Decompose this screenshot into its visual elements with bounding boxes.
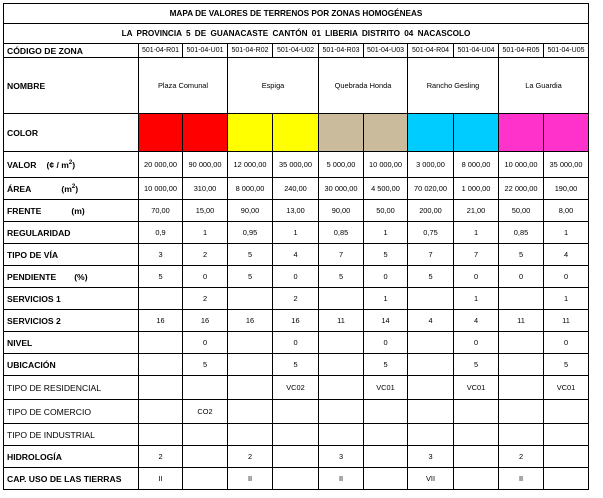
hidrologia-cell: 2 — [499, 446, 544, 468]
servicios2-cell: 16 — [139, 310, 183, 332]
frente-cell: 90,00 — [228, 200, 273, 222]
cap-uso-cell — [454, 468, 499, 490]
area-label: ÁREA — [7, 183, 32, 194]
industrial-cell — [408, 424, 454, 446]
industrial-cell — [319, 424, 364, 446]
area-unit: $(m^2)$ — [61, 183, 79, 194]
servicios2-cell: 16 — [228, 310, 273, 332]
tipo-via-cell: 3 — [139, 244, 183, 266]
hidrologia-cell: 3 — [408, 446, 454, 468]
ubicacion-cell — [408, 354, 454, 376]
residencial-cell: VC02 — [273, 376, 319, 400]
pendiente-cell: 5 — [408, 266, 454, 288]
tipo-via-cell: 5 — [364, 244, 408, 266]
zone-name: La Guardia — [499, 58, 589, 114]
row-label-tipo-comercio: TIPO DE COMERCIO — [4, 400, 139, 424]
row-label-ubicacion: UBICACIÓN — [4, 354, 139, 376]
cap-uso-cell — [364, 468, 408, 490]
row-codigo — [4, 44, 589, 58]
regularidad-cell: 0,85 — [319, 222, 364, 244]
comercio-cell — [364, 400, 408, 424]
residencial-cell — [319, 376, 364, 400]
zone-code: 501-04-U02 — [273, 44, 319, 58]
industrial-cell — [183, 424, 228, 446]
regularidad-cell: 1 — [454, 222, 499, 244]
row-servicios2 — [4, 310, 589, 332]
area-cell: 10 000,00 — [139, 178, 183, 200]
row-label-servicios2: SERVICIOS 2 — [4, 310, 139, 332]
cap-uso-cell — [544, 468, 589, 490]
zone-color-swatch — [319, 114, 364, 152]
pendiente-cell: 5 — [139, 266, 183, 288]
industrial-cell — [544, 424, 589, 446]
servicios1-cell: 1 — [544, 288, 589, 310]
cap-uso-cell — [183, 468, 228, 490]
tipo-via-cell: 5 — [228, 244, 273, 266]
row-label-servicios1: SERVICIOS 1 — [4, 288, 139, 310]
frente-cell: 15,00 — [183, 200, 228, 222]
servicios1-cell: 1 — [454, 288, 499, 310]
zone-code: 501-04-R01 — [139, 44, 183, 58]
zone-code: 501-04-U01 — [183, 44, 228, 58]
zone-code: 501-04-U04 — [454, 44, 499, 58]
industrial-cell — [454, 424, 499, 446]
hidrologia-cell — [454, 446, 499, 468]
ubicacion-cell: 5 — [454, 354, 499, 376]
servicios1-cell: 1 — [364, 288, 408, 310]
valor-unit-text: (¢ / m — [46, 159, 69, 170]
nivel-cell — [499, 332, 544, 354]
area-cell: 310,00 — [183, 178, 228, 200]
industrial-cell — [228, 424, 273, 446]
servicios1-cell — [139, 288, 183, 310]
pendiente-cell: 0 — [183, 266, 228, 288]
zone-color-swatch — [544, 114, 589, 152]
pendiente-unit: (%) — [74, 271, 88, 282]
comercio-cell — [319, 400, 364, 424]
frente-cell: 200,00 — [408, 200, 454, 222]
servicios1-cell: 2 — [273, 288, 319, 310]
area-unit-exponent: 2 — [71, 183, 76, 190]
servicios2-cell: 16 — [273, 310, 319, 332]
frente-cell: 90,00 — [319, 200, 364, 222]
area-unit-text: (m — [61, 183, 72, 194]
hidrologia-cell — [544, 446, 589, 468]
row-label-tipo-residencial: TIPO DE RESIDENCIAL — [4, 376, 139, 400]
row-label-tipo-industrial: TIPO DE INDUSTRIAL — [4, 424, 139, 446]
ubicacion-cell: 5 — [183, 354, 228, 376]
ubicacion-cell: 5 — [273, 354, 319, 376]
zone-color-swatch — [499, 114, 544, 152]
row-valor — [4, 152, 589, 178]
table-subtitle: LA PROVINCIA 5 DE GUANACASTE CANTÓN 01 LIBERIA DISTRITO 04 NACASCOLO — [4, 24, 589, 44]
table-title: MAPA DE VALORES DE TERRENOS POR ZONAS HOMOGÉNEAS — [4, 4, 589, 24]
nivel-cell — [228, 332, 273, 354]
row-servicios1 — [4, 288, 589, 310]
servicios2-cell: 4 — [454, 310, 499, 332]
comercio-cell — [139, 400, 183, 424]
cap-uso-cell: II — [319, 468, 364, 490]
tipo-via-cell: 4 — [544, 244, 589, 266]
servicios2-cell: 11 — [499, 310, 544, 332]
area-cell: 70 020,00 — [408, 178, 454, 200]
frente-label: FRENTE — [7, 205, 42, 216]
row-label-nivel: NIVEL — [4, 332, 139, 354]
tipo-via-cell: 4 — [273, 244, 319, 266]
zone-code: 501-04-R04 — [408, 44, 454, 58]
cap-uso-cell: II — [139, 468, 183, 490]
area-cell: 1 000,00 — [454, 178, 499, 200]
row-label-cap-uso: CAP. USO DE LAS TIERRAS — [4, 468, 139, 490]
residencial-cell — [408, 376, 454, 400]
nivel-cell: 0 — [273, 332, 319, 354]
regularidad-cell: 0,85 — [499, 222, 544, 244]
valor-unit-exponent: 2 — [68, 159, 73, 166]
tipo-via-cell: 5 — [499, 244, 544, 266]
zone-color-swatch — [139, 114, 183, 152]
area-cell: 4 500,00 — [364, 178, 408, 200]
row-tipo-industrial — [4, 424, 589, 446]
residencial-cell: VC01 — [544, 376, 589, 400]
tipo-via-cell: 7 — [319, 244, 364, 266]
frente-cell: 8,00 — [544, 200, 589, 222]
frente-cell: 13,00 — [273, 200, 319, 222]
comercio-cell — [544, 400, 589, 424]
zone-color-swatch — [364, 114, 408, 152]
nivel-cell — [319, 332, 364, 354]
residencial-cell: VC01 — [454, 376, 499, 400]
valor-cell: 3 000,00 — [408, 152, 454, 178]
servicios1-cell — [499, 288, 544, 310]
cap-uso-cell: II — [499, 468, 544, 490]
tipo-via-cell: 7 — [454, 244, 499, 266]
row-cap-uso — [4, 468, 589, 490]
residencial-cell — [228, 376, 273, 400]
nivel-cell: 0 — [544, 332, 589, 354]
regularidad-cell: 0,75 — [408, 222, 454, 244]
valor-cell: 90 000,00 — [183, 152, 228, 178]
valor-cell: 35 000,00 — [544, 152, 589, 178]
zone-color-swatch — [454, 114, 499, 152]
ubicacion-cell: 5 — [364, 354, 408, 376]
row-hidrologia — [4, 446, 589, 468]
row-label-color: COLOR — [4, 114, 139, 152]
zone-color-swatch — [228, 114, 273, 152]
area-cell: 22 000,00 — [499, 178, 544, 200]
industrial-cell — [364, 424, 408, 446]
regularidad-cell: 1 — [544, 222, 589, 244]
pendiente-cell: 5 — [228, 266, 273, 288]
pendiente-cell: 5 — [319, 266, 364, 288]
comercio-cell — [499, 400, 544, 424]
zone-color-swatch — [408, 114, 454, 152]
cap-uso-cell — [273, 468, 319, 490]
row-area — [4, 178, 589, 200]
zone-color-swatch — [183, 114, 228, 152]
nivel-cell: 0 — [454, 332, 499, 354]
ubicacion-cell — [228, 354, 273, 376]
comercio-cell — [454, 400, 499, 424]
hidrologia-cell: 3 — [319, 446, 364, 468]
valor-cell: 10 000,00 — [499, 152, 544, 178]
nivel-cell: 0 — [183, 332, 228, 354]
row-tipo-comercio — [4, 400, 589, 424]
industrial-cell — [139, 424, 183, 446]
row-nombre — [4, 58, 589, 114]
zone-color-swatch — [273, 114, 319, 152]
residencial-cell: VC01 — [364, 376, 408, 400]
zone-code: 501-04-R03 — [319, 44, 364, 58]
servicios2-cell: 14 — [364, 310, 408, 332]
comercio-cell — [228, 400, 273, 424]
valor-unit: (¢ / $m^2$) — [46, 159, 76, 170]
servicios1-cell — [319, 288, 364, 310]
valor-cell: 12 000,00 — [228, 152, 273, 178]
pendiente-cell: 0 — [364, 266, 408, 288]
row-label-codigo: CÓDIGO DE ZONA — [4, 44, 139, 58]
row-regularidad — [4, 222, 589, 244]
valor-cell: 5 000,00 — [319, 152, 364, 178]
ubicacion-cell: 5 — [544, 354, 589, 376]
ubicacion-cell — [499, 354, 544, 376]
tipo-via-cell: 2 — [183, 244, 228, 266]
ubicacion-cell — [139, 354, 183, 376]
row-tipo-residencial — [4, 376, 589, 400]
valor-cell: 8 000,00 — [454, 152, 499, 178]
regularidad-cell: 0,9 — [139, 222, 183, 244]
cap-uso-cell: VII — [408, 468, 454, 490]
comercio-cell: CO2 — [183, 400, 228, 424]
zone-name: Quebrada Honda — [319, 58, 408, 114]
cap-uso-cell: II — [228, 468, 273, 490]
regularidad-cell: 0,95 — [228, 222, 273, 244]
tipo-via-cell: 7 — [408, 244, 454, 266]
row-color — [4, 114, 589, 152]
pendiente-cell: 0 — [273, 266, 319, 288]
frente-cell: 70,00 — [139, 200, 183, 222]
frente-cell: 21,00 — [454, 200, 499, 222]
comercio-cell — [273, 400, 319, 424]
pendiente-cell: 0 — [454, 266, 499, 288]
zone-name: Plaza Comunal — [139, 58, 228, 114]
valor-cell: 20 000,00 — [139, 152, 183, 178]
row-label-frente — [4, 200, 139, 222]
regularidad-cell: 1 — [364, 222, 408, 244]
area-cell: 190,00 — [544, 178, 589, 200]
pendiente-cell: 0 — [544, 266, 589, 288]
zone-name: Rancho Gesling — [408, 58, 499, 114]
row-label-regularidad: REGULARIDAD — [4, 222, 139, 244]
servicios2-cell: 4 — [408, 310, 454, 332]
area-cell: 8 000,00 — [228, 178, 273, 200]
residencial-cell — [183, 376, 228, 400]
row-label-nombre: NOMBRE — [4, 58, 139, 114]
regularidad-cell: 1 — [183, 222, 228, 244]
zone-code: 501-04-R05 — [499, 44, 544, 58]
row-frente — [4, 200, 589, 222]
servicios1-cell — [408, 288, 454, 310]
servicios2-cell: 11 — [319, 310, 364, 332]
hidrologia-cell: 2 — [228, 446, 273, 468]
row-nivel — [4, 332, 589, 354]
residencial-cell — [139, 376, 183, 400]
nivel-cell — [408, 332, 454, 354]
row-ubicacion — [4, 354, 589, 376]
zone-code: 501-04-U05 — [544, 44, 589, 58]
zone-values-table — [3, 3, 589, 490]
valor-cell: 10 000,00 — [364, 152, 408, 178]
zone-name: Espiga — [228, 58, 319, 114]
area-cell: 240,00 — [273, 178, 319, 200]
hidrologia-cell — [273, 446, 319, 468]
valor-label: VALOR — [7, 159, 37, 170]
zone-code: 501-04-U03 — [364, 44, 408, 58]
row-label-pendiente — [4, 266, 139, 288]
regularidad-cell: 1 — [273, 222, 319, 244]
ubicacion-cell — [319, 354, 364, 376]
industrial-cell — [499, 424, 544, 446]
row-tipo-via — [4, 244, 589, 266]
servicios2-cell: 16 — [183, 310, 228, 332]
frente-cell: 50,00 — [364, 200, 408, 222]
row-label-area — [4, 178, 139, 200]
servicios2-cell: 11 — [544, 310, 589, 332]
frente-cell: 50,00 — [499, 200, 544, 222]
row-label-tipo-via: TIPO DE VÍA — [4, 244, 139, 266]
hidrologia-cell — [183, 446, 228, 468]
nivel-cell — [139, 332, 183, 354]
comercio-cell — [408, 400, 454, 424]
frente-unit: (m) — [71, 205, 85, 216]
industrial-cell — [273, 424, 319, 446]
row-label-valor — [4, 152, 139, 178]
valor-cell: 35 000,00 — [273, 152, 319, 178]
row-label-hidrologia: HIDROLOGÍA — [4, 446, 139, 468]
pendiente-cell: 0 — [499, 266, 544, 288]
hidrologia-cell — [364, 446, 408, 468]
servicios1-cell — [228, 288, 273, 310]
row-pendiente — [4, 266, 589, 288]
hidrologia-cell: 2 — [139, 446, 183, 468]
pendiente-label: PENDIENTE — [7, 271, 57, 282]
zone-code: 501-04-R02 — [228, 44, 273, 58]
servicios1-cell: 2 — [183, 288, 228, 310]
area-cell: 30 000,00 — [319, 178, 364, 200]
nivel-cell: 0 — [364, 332, 408, 354]
residencial-cell — [499, 376, 544, 400]
